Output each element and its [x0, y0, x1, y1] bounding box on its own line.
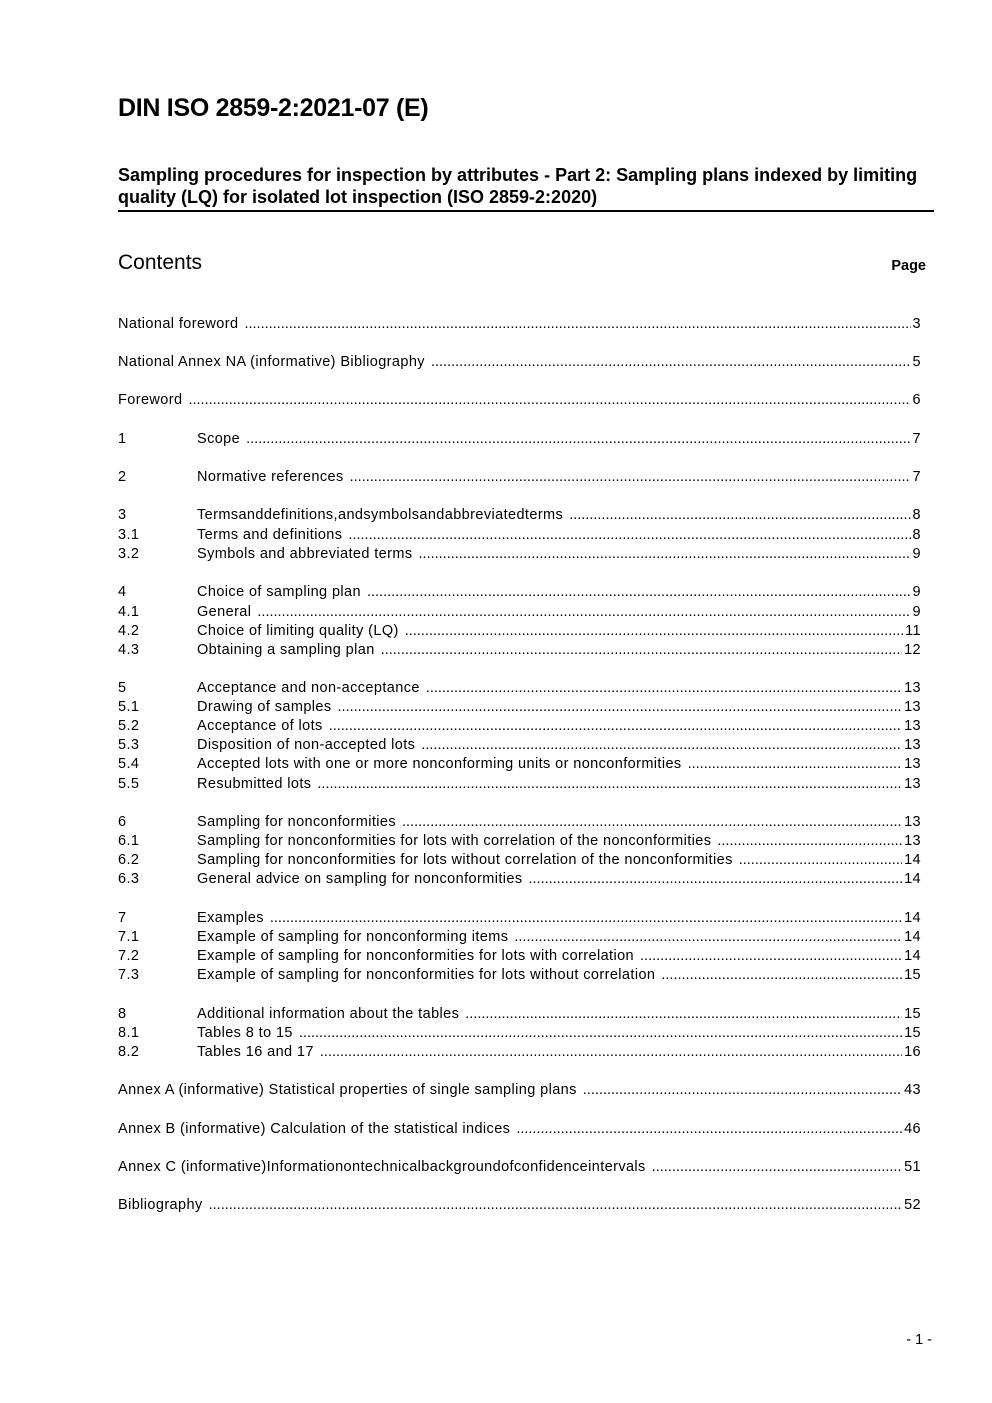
toc-entry-number: 7.3 [118, 967, 140, 983]
toc-dot-leader [569, 506, 910, 525]
toc-entry[interactable] [118, 947, 921, 966]
toc-entry-number: 4.2 [118, 623, 140, 639]
toc-entry[interactable] [118, 966, 921, 985]
toc-dot-leader [348, 526, 910, 545]
toc-entry-number: 5.5 [118, 776, 140, 792]
toc-entry[interactable] [118, 1005, 921, 1024]
toc-entry-title: Scope [197, 431, 241, 447]
toc-entry[interactable] [118, 545, 921, 564]
toc-dot-leader [405, 622, 903, 641]
title-divider [118, 210, 934, 212]
toc-entry[interactable] [118, 526, 921, 545]
toc-entry[interactable] [118, 1158, 921, 1177]
toc-entry-title: Example of sampling for nonconformities for lots without correlation [197, 967, 656, 983]
toc-dot-leader [299, 1024, 902, 1043]
toc-entry-number: 6.1 [118, 833, 140, 849]
toc-entry-page: 14 [904, 871, 921, 887]
toc-entry-title: Sampling for nonconformities for lots with correlation of the nonconformities [197, 833, 712, 849]
toc-dot-leader [652, 1158, 902, 1177]
toc-dot-leader [514, 928, 902, 947]
toc-entry-page: 14 [904, 910, 921, 926]
toc-entry-title: Example of sampling for nonconforming items [197, 929, 509, 945]
toc-entry-title: Accepted lots with one or more nonconforming units or nonconformities [197, 756, 682, 772]
toc-dot-leader [661, 966, 902, 985]
toc-dot-leader [188, 391, 910, 410]
toc-entry-title: General advice on sampling for nonconformities [197, 871, 523, 887]
toc-dot-leader [419, 545, 911, 564]
toc-entry-page: 52 [904, 1197, 921, 1213]
toc-entry-page: 13 [904, 833, 921, 849]
toc-entry-number: 3 [118, 507, 127, 523]
toc-entry-number: 3.2 [118, 546, 140, 562]
toc-entry-title: Sampling for nonconformities [197, 814, 396, 830]
toc-entry-page: 13 [904, 776, 921, 792]
toc-entry[interactable] [118, 603, 921, 622]
toc-entry-title: Additional information about the tables [197, 1006, 460, 1022]
toc-entry-page: 15 [904, 1025, 921, 1041]
toc-entry-title: Annex A (informative) Statistical properties of single sampling plans [118, 1082, 577, 1098]
toc-entry-number: 6.2 [118, 852, 140, 868]
toc-entry-page: 9 [912, 546, 921, 562]
toc-entry-title: Tables 16 and 17 [197, 1044, 314, 1060]
toc-entry-number: 5.3 [118, 737, 140, 753]
toc-entry-page: 13 [904, 718, 921, 734]
toc-dot-leader [426, 679, 902, 698]
toc-entry-number: 5.1 [118, 699, 140, 715]
toc-entry[interactable] [118, 736, 921, 755]
toc-entry-page: 15 [904, 1006, 921, 1022]
toc-entry-title: Example of sampling for nonconformities for lots with correlation [197, 948, 635, 964]
toc-entry-number: 6.3 [118, 871, 140, 887]
toc-entry[interactable] [118, 622, 921, 641]
toc-entry-number: 7.1 [118, 929, 140, 945]
toc-entry-number: 1 [118, 431, 127, 447]
document-title: DIN ISO 2859-2:2021-07 (E) [118, 94, 429, 122]
toc-dot-leader [246, 430, 910, 449]
toc-entry-page: 16 [904, 1044, 921, 1060]
toc-dot-leader [402, 813, 902, 832]
toc-entry-page: 8 [912, 527, 921, 543]
toc-entry-number: 4.1 [118, 604, 140, 620]
toc-dot-leader [257, 603, 910, 622]
toc-entry-title: Terms and definitions [197, 527, 343, 543]
toc-entry-number: 8.2 [118, 1044, 140, 1060]
toc-entry-number: 3.1 [118, 527, 140, 543]
toc-entry[interactable] [118, 1043, 921, 1062]
toc-entry-page: 13 [904, 814, 921, 830]
toc-entry[interactable] [118, 717, 921, 736]
toc-entry[interactable] [118, 353, 921, 372]
toc-entry[interactable] [118, 832, 921, 851]
toc-dot-leader [209, 1196, 902, 1215]
toc-entry-page: 51 [904, 1159, 921, 1175]
toc-entry-number: 8 [118, 1006, 127, 1022]
toc-dot-leader [739, 851, 902, 870]
toc-entry[interactable] [118, 506, 921, 525]
toc-entry-number: 4 [118, 584, 127, 600]
toc-entry-title: Acceptance of lots [197, 718, 323, 734]
toc-entry-title: Choice of sampling plan [197, 584, 361, 600]
toc-entry-page: 8 [912, 507, 921, 523]
toc-entry[interactable] [118, 1196, 921, 1215]
toc-entry-page: 13 [904, 699, 921, 715]
toc-entry[interactable] [118, 813, 921, 832]
toc-dot-leader [244, 315, 910, 334]
toc-entry-page: 7 [912, 431, 921, 447]
toc-entry-title: Disposition of non-accepted lots [197, 737, 416, 753]
toc-entry[interactable] [118, 430, 921, 449]
toc-entry-page: 7 [912, 469, 921, 485]
toc-entry-title: Resubmitted lots [197, 776, 312, 792]
toc-entry[interactable] [118, 1024, 921, 1043]
document-subtitle: Sampling procedures for inspection by attributes - Part 2: Sampling plans indexed by limiting quality (LQ) for isolated lot inspection (ISO 2859-2:2020) [118, 165, 918, 207]
toc-entry[interactable] [118, 315, 921, 334]
toc-entry-page: 13 [904, 680, 921, 696]
toc-dot-leader [431, 353, 911, 372]
toc-dot-leader [516, 1120, 902, 1139]
toc-entry-title: General [197, 604, 252, 620]
toc-dot-leader [640, 947, 902, 966]
toc-entry-title: Normative references [197, 469, 344, 485]
toc-entry-page: 15 [904, 967, 921, 983]
page-column-heading: Page [891, 258, 926, 274]
toc-entry-title: Termsanddefinitions,andsymbolsandabbreviatedterms [197, 507, 564, 523]
toc-entry[interactable] [118, 698, 921, 717]
toc-entry-number: 8.1 [118, 1025, 140, 1041]
toc-entry[interactable] [118, 679, 921, 698]
toc-entry-title: Obtaining a sampling plan [197, 642, 375, 658]
toc-entry-page: 5 [912, 354, 921, 370]
toc-entry-title: Acceptance and non-acceptance [197, 680, 420, 696]
toc-entry[interactable] [118, 583, 921, 602]
toc-entry-title: Symbols and abbreviated terms [197, 546, 413, 562]
toc-entry-page: 9 [912, 584, 921, 600]
toc-entry-number: 5 [118, 680, 127, 696]
toc-entry-page: 13 [904, 756, 921, 772]
toc-entry-title: Drawing of samples [197, 699, 332, 715]
toc-entry-title: Examples [197, 910, 264, 926]
toc-entry[interactable] [118, 755, 921, 774]
toc-dot-leader [381, 641, 902, 660]
toc-entry-page: 12 [904, 642, 921, 658]
toc-entry-title: National foreword [118, 316, 239, 332]
toc-entry[interactable] [118, 641, 921, 660]
toc-dot-leader [717, 832, 902, 851]
toc-dot-leader [350, 468, 911, 487]
toc-entry-number: 7 [118, 910, 127, 926]
toc-entry-title: Annex B (informative) Calculation of the statistical indices [118, 1121, 511, 1137]
toc-dot-leader [329, 717, 902, 736]
toc-dot-leader [270, 909, 902, 928]
toc-dot-leader [320, 1043, 902, 1062]
toc-dot-leader [528, 870, 902, 889]
toc-dot-leader [421, 736, 902, 755]
toc-entry-title: Sampling for nonconformities for lots without correlation of the nonconformities [197, 852, 733, 868]
toc-entry[interactable] [118, 468, 921, 487]
toc-dot-leader [465, 1005, 902, 1024]
toc-entry[interactable] [118, 928, 921, 947]
toc-entry-number: 4.3 [118, 642, 140, 658]
toc-entry-page: 14 [904, 852, 921, 868]
toc-entry-title: National Annex NA (informative) Bibliography [118, 354, 425, 370]
toc-entry-page: 46 [904, 1121, 921, 1137]
toc-entry[interactable] [118, 391, 921, 410]
toc-entry-number: 5.4 [118, 756, 140, 772]
toc-dot-leader [583, 1081, 902, 1100]
toc-entry-page: 14 [904, 948, 921, 964]
toc-entry-title: Tables 8 to 15 [197, 1025, 293, 1041]
toc-entry-number: 7.2 [118, 948, 140, 964]
toc-entry[interactable] [118, 1081, 921, 1100]
toc-dot-leader [688, 755, 902, 774]
toc-dot-leader [338, 698, 903, 717]
toc-entry-page: 43 [904, 1082, 921, 1098]
toc-entry-page: 13 [904, 737, 921, 753]
toc-entry-title: Annex C (informative)Informationontechnicalbackgroundofconfidenceintervals [118, 1159, 646, 1175]
toc-entry[interactable] [118, 851, 921, 870]
toc-entry[interactable] [118, 1120, 921, 1139]
toc-entry-number: 5.2 [118, 718, 140, 734]
contents-heading: Contents [118, 251, 203, 274]
toc-entry[interactable] [118, 775, 921, 794]
toc-entry[interactable] [118, 909, 921, 928]
page-number-footer: - 1 - [906, 1332, 932, 1348]
toc-entry-title: Bibliography [118, 1197, 203, 1213]
toc-entry-number: 2 [118, 469, 127, 485]
toc-entry-page: 3 [912, 316, 921, 332]
toc-entry-page: 6 [912, 392, 921, 408]
toc-entry-title: Choice of limiting quality (LQ) [197, 623, 399, 639]
toc-entry-page: 14 [904, 929, 921, 945]
toc-entry-page: 11 [905, 623, 921, 639]
toc-dot-leader [317, 775, 902, 794]
toc-dot-leader [367, 583, 911, 602]
toc-entry-title: Foreword [118, 392, 183, 408]
toc-entry-page: 9 [912, 604, 921, 620]
toc-entry-number: 6 [118, 814, 127, 830]
toc-entry[interactable] [118, 870, 921, 889]
